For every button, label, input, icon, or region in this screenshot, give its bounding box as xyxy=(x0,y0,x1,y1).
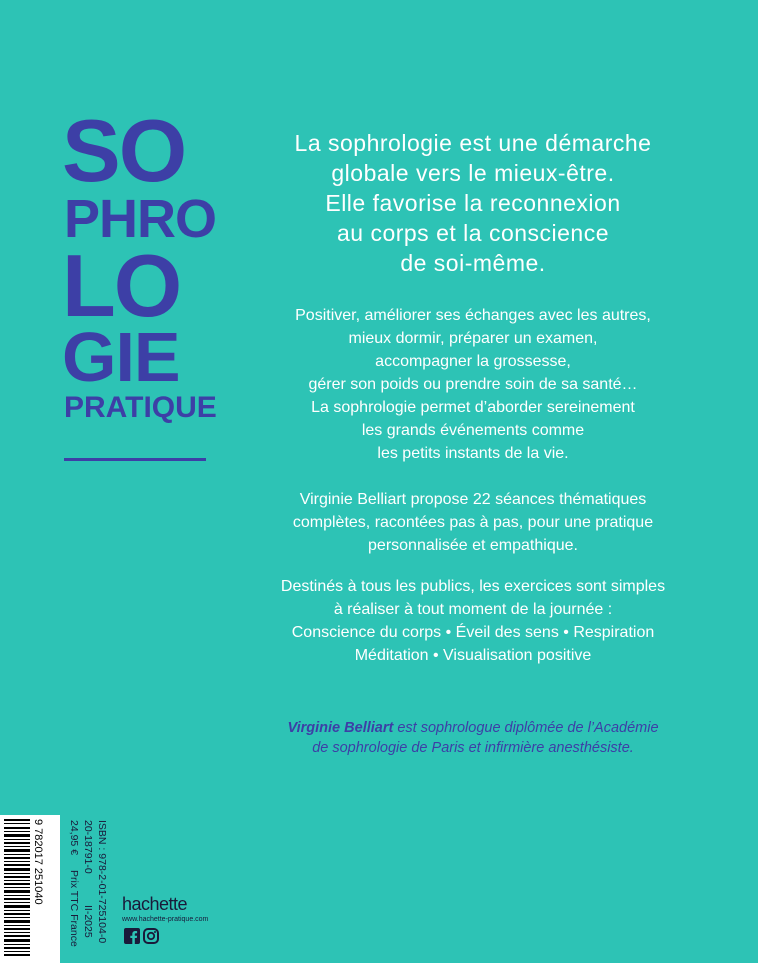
bio-text: est sophrologue diplômée de l’Académie xyxy=(393,720,659,736)
intro-line: Elle favorise la reconnexion xyxy=(325,190,621,216)
paragraph-line: accompagner la grossesse, xyxy=(375,353,571,370)
paragraph-line: La sophrologie permet d’aborder sereinement xyxy=(311,399,635,416)
paragraph-exercises xyxy=(238,575,708,667)
instagram-icon xyxy=(143,928,159,944)
paragraph-line: Virginie Belliart propose 22 séances thématiques xyxy=(299,491,647,508)
price-label: Prix TTC France xyxy=(68,870,80,947)
publisher-name: hachette xyxy=(122,894,188,914)
intro-line: La sophrologie est une démarche xyxy=(294,130,652,156)
intro-line: de soi-même. xyxy=(400,250,546,276)
paragraph-line: gérer son poids ou prendre soin de sa santé… xyxy=(308,376,638,393)
paragraph-line: Méditation • Visualisation positive xyxy=(354,647,592,664)
price: 24,95 € xyxy=(68,820,80,856)
author-bio xyxy=(238,718,708,758)
title-line-so: SO xyxy=(62,101,186,200)
barcode-bars xyxy=(4,819,30,959)
paragraph-line: les grands événements comme xyxy=(361,422,585,439)
paragraph-line: à réaliser à tout moment de la journée : xyxy=(333,601,613,618)
paragraph-sessions xyxy=(238,488,708,557)
bio-line-2: de sophrologie de Paris et infirmière anesthésiste. xyxy=(312,740,634,756)
title-line-gie: GIE xyxy=(62,318,180,396)
facebook-icon xyxy=(124,928,140,944)
bio-line-1 xyxy=(238,718,708,738)
paragraph-line: les petits instants de la vie. xyxy=(377,445,569,462)
edition: II-2025 xyxy=(82,905,94,938)
publisher-url: www.hachette-pratique.com xyxy=(122,916,209,923)
barcode xyxy=(0,815,60,963)
intro-text xyxy=(238,128,708,278)
isbn: ISBN : 978-2-01-725104-0 xyxy=(96,820,108,944)
title-line-pratique: PRATIQUE xyxy=(64,391,217,424)
paragraph-line: Positiver, améliorer ses échanges avec les autres, xyxy=(295,307,651,324)
author-name: Virginie Belliart xyxy=(287,720,394,736)
barcode-digits: 9 782017 251040 xyxy=(32,819,44,905)
publisher-logo xyxy=(122,894,232,923)
title-underline xyxy=(64,458,206,461)
code: 20-18791-0 xyxy=(82,820,94,874)
paragraph-line: Conscience du corps • Éveil des sens • Respiration xyxy=(291,624,655,641)
paragraph-line: personnalisée et empathique. xyxy=(368,537,578,554)
book-title xyxy=(62,101,217,426)
intro-line: au corps et la conscience xyxy=(336,220,610,246)
paragraph-benefits xyxy=(238,304,708,465)
social-icons xyxy=(124,928,159,944)
title-line-lo: LO xyxy=(62,236,181,335)
title-line-phro: PHRO xyxy=(64,189,217,249)
paragraph-line: mieux dormir, préparer un examen, xyxy=(348,330,598,347)
intro-line: globale vers le mieux-être. xyxy=(331,160,615,186)
paragraph-line: complètes, racontées pas à pas, pour une pratique xyxy=(292,514,654,531)
paragraph-line: Destinés à tous les publics, les exercices sont simples xyxy=(280,578,666,595)
